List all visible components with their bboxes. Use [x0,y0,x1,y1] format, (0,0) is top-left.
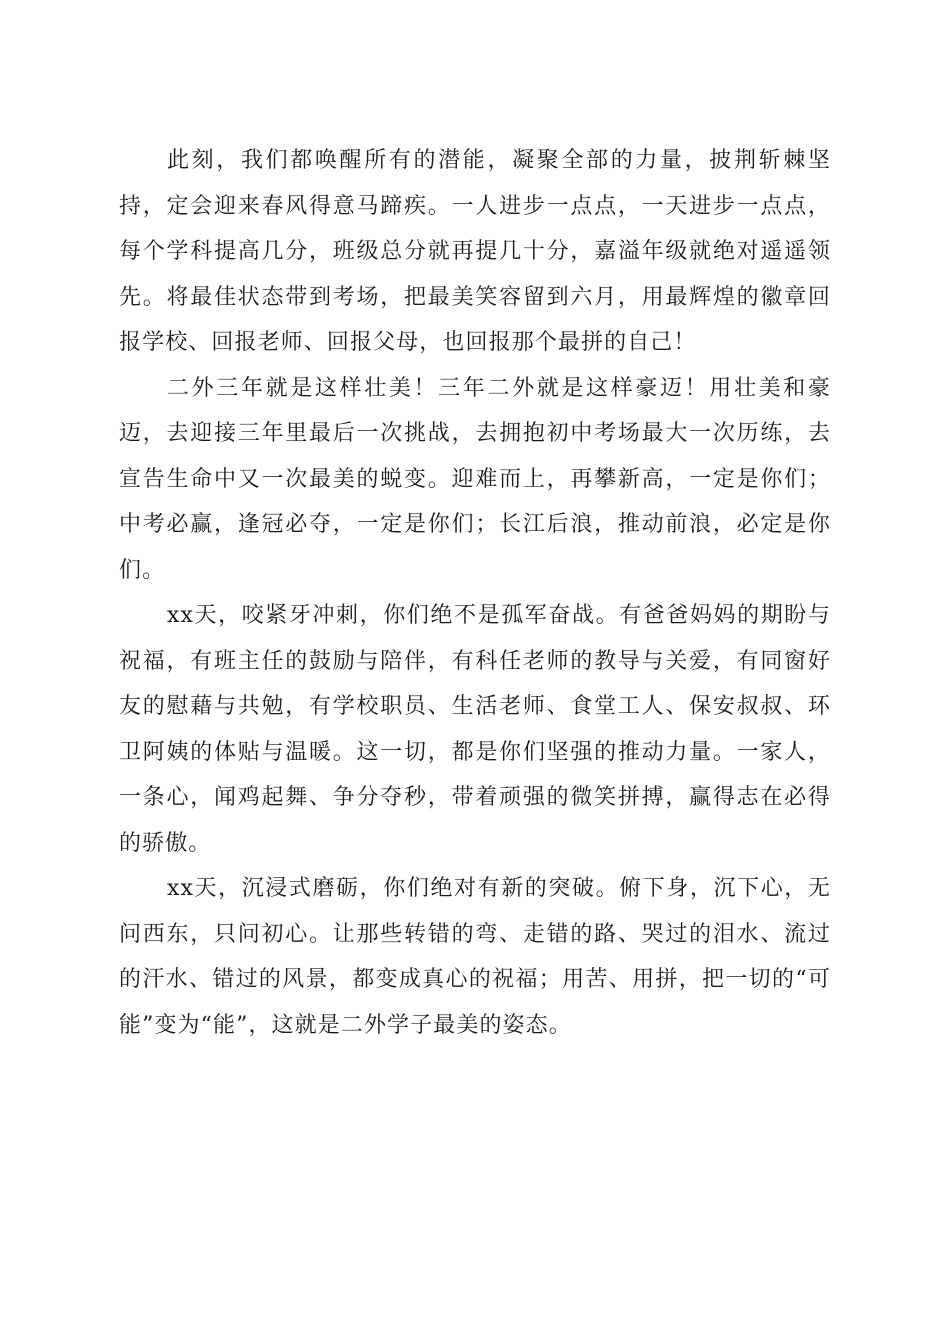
paragraph-4: xx天，沉浸式磨砺，你们绝对有新的突破。俯下身，沉下心，无问西东，只问初心。让那些转错的弯、走错的路、哭过的泪水、流过的汗水、错过的风景，都变成真心的祝福；用苦、用拼，把一切的“可能”变为“能”，这就是二外学子最美的姿态。 [119,876,831,1038]
document-body [119,138,831,1048]
paragraph-3: xx天，咬紧牙冲刺，你们绝不是孤军奋战。有爸爸妈妈的期盼与祝福，有班主任的鼓励与陪伴，有科任老师的教导与关爱，有同窗好友的慰藉与共勉，有学校职员、生活老师、食堂工人、保安叔叔、环卫阿姨的体贴与温暖。这一切，都是你们坚强的推动力量。一家人，一条心，闻鸡起舞、争分夺秒，带着顽强的微笑拼搏，赢得志在必得的骄傲。 [119,603,831,856]
paragraph-2: 二外三年就是这样壮美！三年二外就是这样豪迈！用壮美和豪迈，去迎接三年里最后一次挑战，去拥抱初中考场最大一次历练，去宣告生命中又一次最美的蜕变。迎难而上，再攀新高，一定是你们；中考必赢，逢冠必夺，一定是你们；长江后浪，推动前浪，必定是你们。 [119,375,831,583]
paragraph-1: 此刻，我们都唤醒所有的潜能，凝聚全部的力量，披荆斩棘坚持，定会迎来春风得意马蹄疾。一人进步一点点，一天进步一点点，每个学科提高几分，班级总分就再提几十分，嘉溢年级就绝对遥遥领先。将最佳状态带到考场，把最美笑容留到六月，用最辉煌的徽章回报学校、回报老师、回报父母，也回报那个最拼的自己！ [119,148,831,355]
